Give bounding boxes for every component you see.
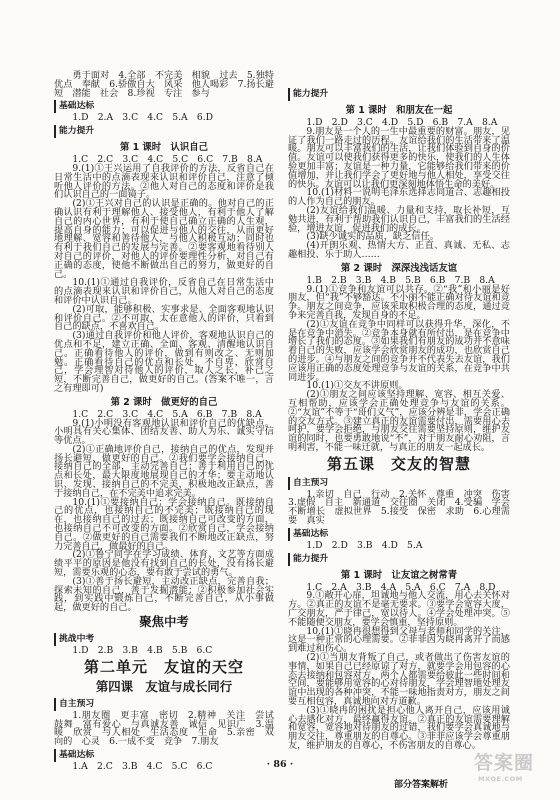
answer-line: 1.D 2.D 3.C 4.D 5.D 6.B 7.A 8.A [306, 117, 498, 128]
answer-line: 1.C 2.C 3.C 4.C 5.A 6.B 7.B 8.A [72, 408, 262, 420]
answer-paragraph: (3)①善于扬长避短，主动改正缺点，完善自我；探索未知的自己，善于发掘潜能；②积极参加社会实践，到实践中锻炼自己，不断完善自己，从小事做起，做更好的自己。 [54, 575, 274, 614]
answer-paragraph: 9.朋友是一个人的一生中最重要的财富。朋友，见证了我们一路走过的历程。友谊给我们的生活带来了温暖。朋友可以丰富我们的生活，让我们体验到自身的价值。友谊可以使我们获得更多的快乐，使我们的人生体验更加丰富；友谊是一种力量，它能够给我们带来的价值增加，并让我们学会了更好地与他人相处，享受交往的快乐。友谊可以让我们更深刻地体悟生命的美好。 [288, 125, 510, 190]
answer-paragraph: 10.(1)①通过自我评价，反省自己在日常生活中的点滴表现来认识和评价自己，从他人对自己的态度和评价中认识自己。 [54, 277, 274, 306]
section-header: 自主预习 [54, 698, 94, 711]
answer-paragraph: 10.(1)①要接纳自己：学会接纳自己。既接纳自己的优点，也接纳自己的不完美；既接纳自己的现在，也接纳自己的过去；既接纳自己可改变的方面，也接纳自己不可改变的方面。②欣赏自己，学会接纳自己。②做更好的自己需要我们不断地改正缺点，努力完善自己，做最好的自己。 [54, 496, 274, 552]
answer-paragraph: 10.(1)①晓冉很想得到父母与老师和同学的关注，这是一种正常的心理需要。②菲菲因为晓冉离开了而感到难过和伤心。 [288, 625, 510, 655]
answer-paragraph: (2)①鲁宁同学在学习成绩、体育、文艺等方面成绩平平的原因是他没有找到自己的长处，没有扬长避短，需要乐观的心态，要有敢于尝试的勇气。 [54, 549, 274, 579]
section-header: 挑战中考 [54, 633, 94, 646]
watermark-logo [474, 752, 554, 794]
watermark-line1: 答案圈 [474, 752, 535, 774]
page-number: · 86 · [266, 759, 294, 770]
section-header: 自主预习 [288, 477, 328, 490]
answer-line: 1.朋友圈 更丰富 密切 2.精神 关注 尝试 鼓舞 富有爱心 与真诚友善 诚信 见识广 3.温暖 欣赏 与人相处 生活态度 生命 5.亲密 双向的 心灵 6.一成不变 竞争 7.朋友 [54, 709, 284, 748]
section-header-wrap [288, 551, 510, 567]
section-header: 基础达标 [54, 100, 94, 113]
answer-paragraph: 10.(1)材料一说明毛泽东选择志同道合、志趣相投的人作为自己的朋友。 [288, 187, 510, 208]
answer-paragraph: 9.(1)小明没有客观地认识和评价自己的优缺点。小明具有关心集体、团结友善、助人为乐、诚实守信等优点。 [54, 417, 274, 447]
chapter-title: 第四课 友谊与成长同行 [95, 678, 233, 694]
section-header: 能力提升 [288, 553, 328, 566]
unit-title: 第二单元 友谊的天空 [83, 657, 244, 676]
answer-paragraph: 10.(1)①交友不讲原则。 [306, 380, 408, 392]
answer-paragraph: (2)①友谊在竞争中同样可以获得升华，深化，不是在竞争中消失。②竞争本身就有所付出，是在竞争中增长了我们的态度。③如果我们有朋友的成功并不意味着自己的失败，应该学会欣赏朋友的成功，也欣赏自己的进步。④与朋友之间的竞争并不代表失去友谊，我们应该用正确的态度处理竞争与友谊的关系，在竞争中共同进步。 [288, 318, 510, 383]
answer-paragraph: (3)缺少诚实的品质，缺乏信任。 [306, 231, 439, 243]
answer-line: 勇于面对 4.全部 不完美 相貌 过去 5.独特优点 奉献 6.骄傲自大 风采 他人喝彩 7.扬长避短 潜能 社会 8.珍视 专注 参与 [54, 70, 274, 99]
answer-paragraph: (2)①当朋友背叛了自己，或者做出了伤害友谊的事情，如果自己已经原谅了对方，就要学会用包容的心态去接纳和包容对方，两个人都需要给彼此一些时间和空间，要能够用宽容的心对待朋友，学会理智地处理友谊中出现的各种冲突，不能一味地指责对方，朋友之间要互相包容，真诚地向对方道歉。 [288, 652, 510, 708]
answer-paragraph: (2)①王兴对自己的认识是正确的。他对自己的正确认识有利于理解他人、接受他人，有利于他人了解自己的内心世界，有利于使自己确立正确的人生观，提高自身的能力；可以促进与他人的交往，从而更好地理解、宽容和善待他人，与他人积极互动；同时也有利于我们自己的发展与完善。②要客观地看待别人对自己的评价，对他人的评价要理性分析，对自己有正确的态度，使他不断做出自己的努力，做更好的自己。 [54, 198, 274, 280]
answer-line: 1.D 2.D 3.B 4.D 5.A [306, 539, 423, 551]
section-header: 基础达标 [288, 528, 328, 541]
chapter-title: 聚焦中考 [139, 614, 189, 630]
answer-line: 1.D 2.B 3.B 4.B 5.B 6.C [72, 645, 213, 657]
answer-line: 1.C 2.A 3.B 4.A 5.A 6.C 7.A 8.D [306, 581, 496, 593]
answer-paragraph: 9.(1)①竞争和友谊可以共存。②“我”和小丽是好朋友，但“我”不够豁达。不小丽不能正确对待友谊和竞争。朋友之间竞争，应该采取积极合理的态度，通过竞争来完善自我，发现自身的不足。 [288, 283, 510, 321]
lesson-title: 第 2 课时 做更好的自己 [110, 396, 218, 408]
answer-line: 1.D 2.A 3.C 4.C 5.A 6.D [72, 112, 213, 124]
watermark-line2: MXQE.COM [478, 775, 523, 783]
answer-paragraph: (4)开朗乐观、热情大方、正直、真诚、无私、志趣相投、乐于助人…… [288, 240, 510, 260]
answer-paragraph: 9.①敞开心扉，坦诚地与他人交流，用心去关怀对方。②真正的友谊不是毫无要求。③要学会宽容大度，广交朋友，严于律己，宽以待人。④学会处理冲突。⑤不能随便交朋友，要学会慎重，坚持原则。 [288, 590, 510, 628]
section-header: 能力提升 [288, 88, 328, 101]
lesson-title: 第 1 课时 和朋友在一起 [345, 105, 453, 116]
answer-line: 1.亲切 自己 行动 2.关怀 尊重 冲突 伤害 3.虚假 自主 新通道 交往圈 关闭 4.受骗 学会 不断增长 虚拟世界 5.接受 保密 求助 6.心理需要 真实 [288, 488, 520, 527]
answer-paragraph: (3)通过自我评价和他人评价，客观地认识自己的优点和不足，建立正确、全面、客观、清醒地认识自己。正确看待他人的评价，做到有则改之、无则加勉。正确看待自己的优点和长处，不自卑，欣赏自己，学会理智对待他人的评价，取人之长，补己之短，不断完善自己，做更好的自己。(答案不唯一，言之有理即可) [54, 330, 274, 394]
answer-line: 1.A 2.C 3.B 4.C 5.C 6.C [72, 761, 213, 773]
answer-paragraph: (3)①晓冉的困扰是担心他人离开自己，应该用诚心去感化对方，最终赢得友谊。②真正的友谊需要理解和宽容，宽容地对待朋友的过错，我们要学会真诚地与朋友交往，尊重朋友的自尊心。③菲菲应该学会尊重朋友，维护朋友的自尊心，不伤害朋友的自尊心。 [288, 704, 510, 752]
answer-line: 1.C 2.C 3.C 4.C 5.C 6.C 7.B 8.A [72, 154, 263, 166]
section-header-wrap [54, 123, 274, 139]
lesson-title: 第 1 课时 让友谊之树常青 [340, 569, 458, 581]
answer-line: 1.B 2.B 3.B 4.B 5.B 6.B 7.B 8.A [306, 274, 495, 286]
unit-title: 第五课 交友的智慧 [326, 454, 471, 473]
lesson-title: 第 1 课时 认识自己 [119, 142, 209, 154]
answer-paragraph: 9.(1)①王兴运用了自我评价的方法，反省自己在日常生活中的点滴表现来认识和评价自己，注意了倾听他人评价的方法。②他人对自己的态度和评价是我们认识自己的一面镜子。 [54, 162, 274, 201]
lesson-title: 第 2 课时 深深浅浅话友谊 [340, 262, 458, 274]
section-header-wrap [288, 86, 510, 102]
footer-label: 部分答案解析 [394, 780, 449, 790]
section-header: 能力提升 [54, 125, 94, 138]
answer-paragraph: (2)①正确地评价自己，接纳自己的优点，发现并扬长避短，做更好的自己。②我们要学会接纳自己，接纳自己的全部，主动完善自己；善于利用自己的优点和长处，最大限度地展现自己的才华；要主动地认识、发现、接纳自己的不完美，积极地改正缺点，善于接纳自己，在不完美中追求完美。 [54, 443, 274, 499]
section-header: 基础达标 [54, 749, 94, 762]
right-column [288, 86, 520, 752]
answer-paragraph: (2)友谊给我们温暖、力量和支持，取长补短，互勉共进，有利于帮助我们认识自己，丰富我们的生活经验，增进友谊，促进我们的成长。 [288, 204, 510, 234]
answer-paragraph: (2)可取，能够积极、实事求是、全面客观地认识和评价自己。②不可取，太在意他人的评价，只看到自己的缺点，不喜欢自己。 [54, 303, 274, 333]
answer-paragraph: (2)①朋友之间应该坚持理解、宽容、相互关爱、互相帮助，应该学会正确处理竞争与友谊的关系。②“友谊”不等于“哥们义气”，应该分辨是非，学会正确的交友方式。③建立真正的友谊需要付出，需要用心去呵护，要学会拒绝，与朋友交往需要坚持原则，维护友谊的同时，也要勇敢地说“不”，对于朋友耐心劝阻，言明利害，不能一味迁就，与真正的朋友一起成长。 [288, 389, 510, 453]
